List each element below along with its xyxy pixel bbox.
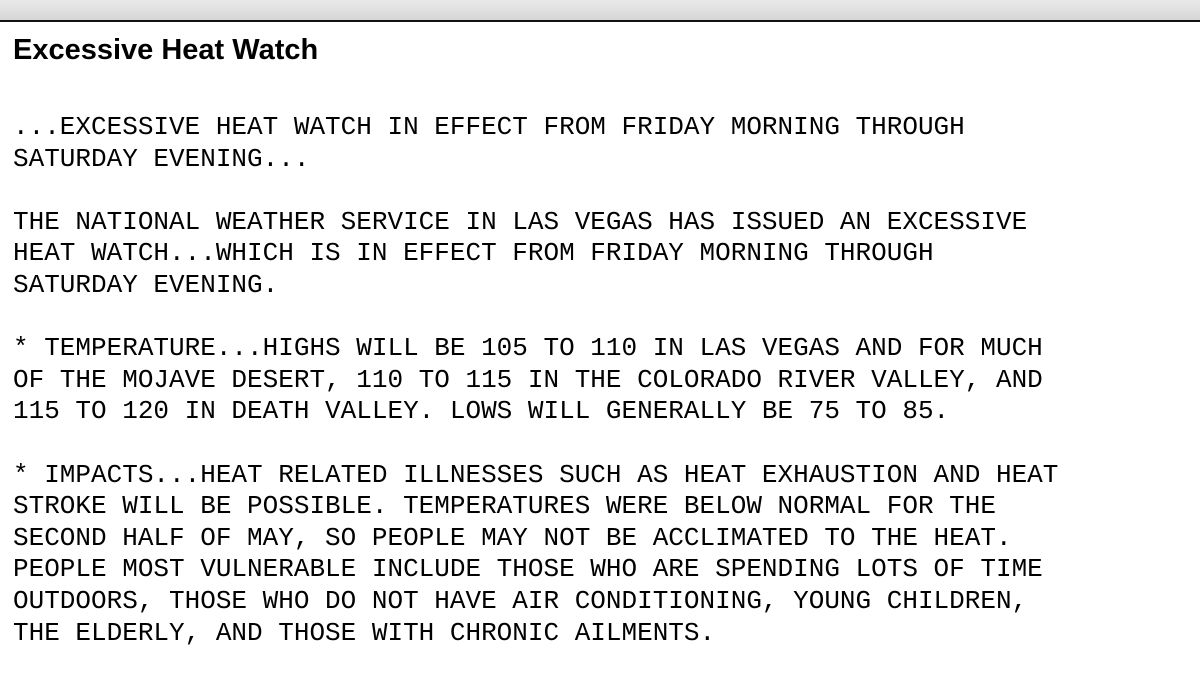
text-line: SATURDAY EVENING. bbox=[13, 269, 279, 300]
text-line: OF THE MOJAVE DESERT, 110 TO 115 IN THE COLORADO RIVER VALLEY, AND bbox=[13, 364, 1043, 395]
text-line: SECOND HALF OF MAY, SO PEOPLE MAY NOT BE ACCLIMATED TO THE HEAT. bbox=[13, 522, 1012, 553]
headline-paragraph bbox=[13, 112, 1193, 175]
text-line: SATURDAY EVENING... bbox=[13, 143, 310, 174]
text-line: THE ELDERLY, AND THOSE WITH CHRONIC AILMENTS. bbox=[13, 617, 716, 648]
issuance-paragraph bbox=[13, 207, 1193, 302]
text-line: * TEMPERATURE...HIGHS WILL BE 105 TO 110 IN LAS VEGAS AND FOR MUCH bbox=[13, 333, 1043, 364]
text-line: * IMPACTS...HEAT RELATED ILLNESSES SUCH AS HEAT EXHAUSTION AND HEAT bbox=[13, 459, 1059, 490]
text-line: 115 TO 120 IN DEATH VALLEY. LOWS WILL GENERALLY BE 75 TO 85. bbox=[13, 396, 950, 427]
page-title: Excessive Heat Watch bbox=[13, 34, 319, 66]
text-line: PEOPLE MOST VULNERABLE INCLUDE THOSE WHO ARE SPENDING LOTS OF TIME bbox=[13, 554, 1043, 585]
bulletin-text bbox=[13, 112, 1193, 675]
text-line: HEAT WATCH...WHICH IS IN EFFECT FROM FRIDAY MORNING THROUGH bbox=[13, 238, 934, 269]
top-toolbar-strip bbox=[0, 0, 1200, 22]
text-line: THE NATIONAL WEATHER SERVICE IN LAS VEGAS HAS ISSUED AN EXCESSIVE bbox=[13, 206, 1028, 237]
text-line: ...EXCESSIVE HEAT WATCH IN EFFECT FROM FRIDAY MORNING THROUGH bbox=[13, 112, 965, 142]
text-line: STROKE WILL BE POSSIBLE. TEMPERATURES WERE BELOW NORMAL FOR THE bbox=[13, 491, 996, 522]
temperature-paragraph bbox=[13, 333, 1193, 428]
text-line: OUTDOORS, THOSE WHO DO NOT HAVE AIR CONDITIONING, YOUNG CHILDREN, bbox=[13, 585, 1028, 616]
impacts-paragraph bbox=[13, 460, 1193, 650]
